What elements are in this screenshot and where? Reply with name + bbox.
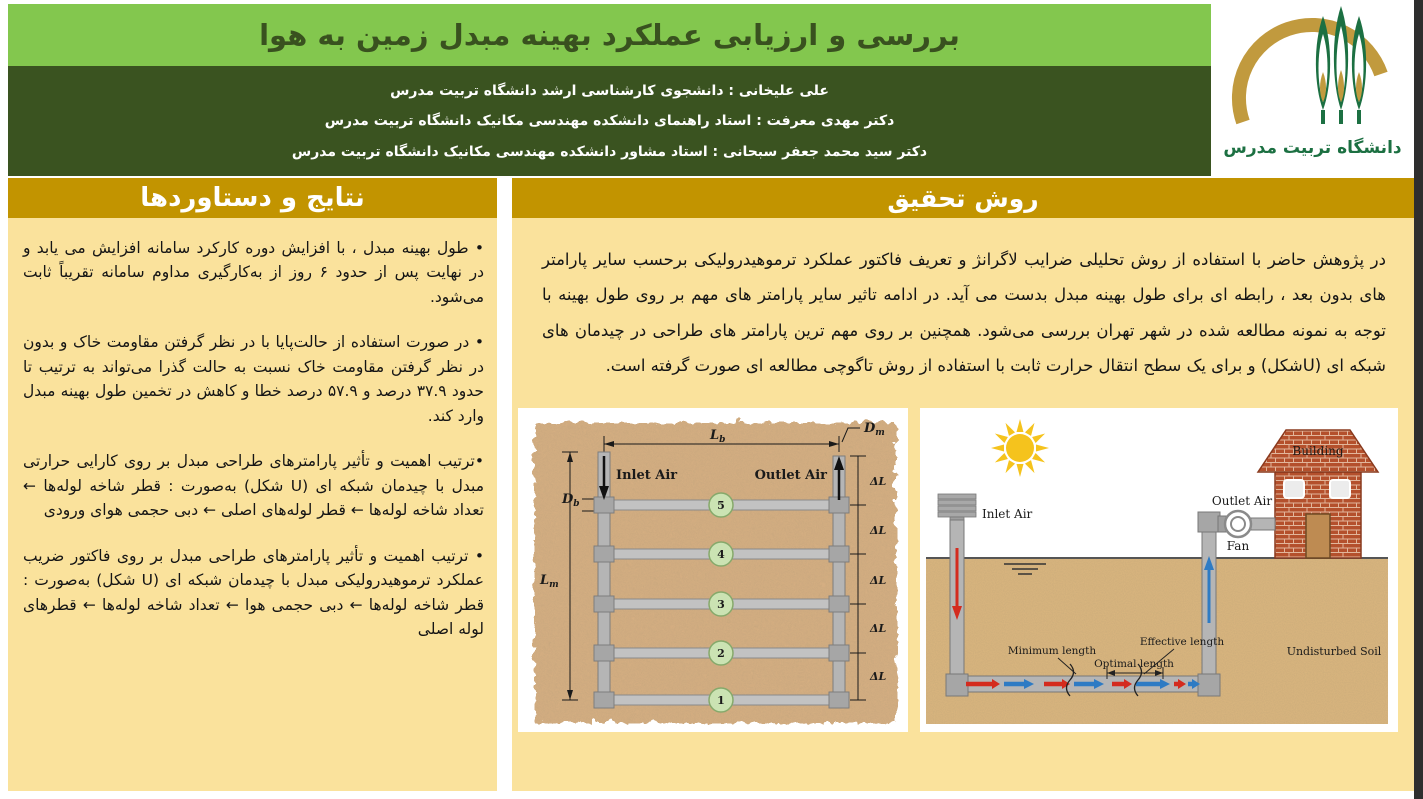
building-label: Building <box>1292 444 1344 458</box>
results-panel <box>8 178 497 791</box>
method-panel-header <box>512 178 1414 218</box>
eahe-diagram <box>920 408 1398 732</box>
result-bullet: • ترتیب اهمیت و تأثیر پارامترهای طراحی مبدل بر روی فاکتور ضریب عملکرد ترموهیدرولیکی مبدل با چیدمان شبکه ای (U شکل) به‌صورت : قطر شاخه لوله‌ها ← دبی حجمی هوا ← تعداد شاخه لوله‌ها ← قطرهای لوله اصلی <box>23 546 484 639</box>
poster-title: بررسی و ارزیابی عملکرد بهینه مبدل زمین به هوا <box>259 18 960 52</box>
university-logo <box>1211 0 1414 176</box>
inlet-air-label: Inlet Air <box>982 507 1033 521</box>
outlet-air-label: Outlet Air <box>1211 494 1273 508</box>
minimum-length-label: Minimum length <box>1007 645 1097 657</box>
svg-text:1: 1 <box>717 694 725 707</box>
pipe-elbow <box>1198 512 1220 532</box>
network-diagram <box>518 408 908 732</box>
svg-text:ΔL: ΔL <box>870 574 887 587</box>
title-bar <box>8 4 1211 66</box>
pipe-elbow <box>946 674 968 696</box>
authors-bar <box>8 66 1211 176</box>
svg-text:Lm: $L_m$ <box>540 573 559 590</box>
figure-eahe-schematic <box>920 408 1398 732</box>
svg-text:Lb: $L_b$ <box>710 428 726 445</box>
author-line: دکتر مهدی معرفت : استاد راهنمای دانشکده مهندسی مکانیک دانشگاه تربیت مدرس <box>324 113 895 129</box>
author-line: دکتر سید محمد جعفر سبحانی : استاد مشاور دانشکده مهندسی مکانیک دانشگاه تربیت مدرس <box>291 143 928 160</box>
results-panel-body <box>8 218 497 791</box>
fan-label: Fan <box>1226 539 1250 553</box>
air-intake <box>938 494 976 522</box>
svg-text:3: 3 <box>717 598 725 611</box>
results-panel-title: نتایج و دستاوردها <box>140 183 365 213</box>
results-panel-header <box>8 178 497 218</box>
optimal-length-label: Optimal length <box>1094 658 1174 670</box>
svg-text:4: 4 <box>717 548 725 561</box>
svg-text:Dm: $D_m$ <box>864 421 885 438</box>
fan-icon <box>1218 511 1275 537</box>
svg-text:2: 2 <box>717 647 725 660</box>
tmu-logo-icon <box>1213 0 1413 148</box>
undisturbed-soil-label: Undisturbed Soil <box>1286 645 1382 658</box>
pipe-elbow <box>1198 674 1220 696</box>
building <box>1258 430 1378 558</box>
method-paragraph: در پژوهش حاضر با استفاده از روش تحلیلی ضرایب لاگرانژ و تعریف فاکتور عملکرد ترموهیدرولیکی برحسب سایر پارامتر های بدون بعد ، رابطه ای برای طول بهینه مبدل بدست می آید. در ادامه تاثیر سایر پارامتر های مهم بر روی طول بهینه با توجه به نمونه مطالعه شده در شهر تهران بررسی می‌شود. همچنین بر روی مهم ترین پارامتر های طراحی در چیدمان های شبکه ای (Uشکل) و برای یک سطح انتقال حرارت ثابت با استفاده از روش تاگوچی مطالعه ای صورت گرفته است. <box>542 250 1386 376</box>
svg-text:ΔL: ΔL <box>870 622 887 635</box>
sun-icon <box>991 419 1049 477</box>
svg-text:ΔL: ΔL <box>870 670 887 683</box>
author-line: علی علیخانی : دانشجوی کارشناسی ارشد دانشگاه تربیت مدرس <box>390 82 829 99</box>
svg-text:Db: $D_b$ <box>562 492 580 509</box>
logo-calligraphy: دانشگاه تربیت مدرس <box>1223 138 1402 158</box>
inlet-air-label: Inlet Air <box>616 468 678 483</box>
result-bullet: • در صورت استفاده از حالت‌پایا با در نظر گرفتن مقاومت خاک و بدون در نظر گرفتن مقاومت خاک نسبت به حالت گذرا می‌تواند به ترتیب تا حدود ۳۷.۹ درصد و ۵۷.۹ درصد خطا و کاهش در تخمین طول بهینه مبدل وارد کند. <box>23 333 484 425</box>
svg-text:ΔL: ΔL <box>870 524 887 537</box>
window <box>1284 480 1304 498</box>
window <box>1330 480 1350 498</box>
figure-network-layout <box>518 408 908 732</box>
svg-text:ΔL: ΔL <box>870 475 887 488</box>
outlet-air-label: Outlet Air <box>754 468 827 483</box>
logo-cypress-trees <box>1315 6 1365 124</box>
window-edge <box>1414 0 1423 799</box>
svg-text:5: 5 <box>717 499 725 512</box>
method-panel-title: روش تحقیق <box>887 183 1039 213</box>
door <box>1306 514 1330 558</box>
result-bullet: • طول بهینه مبدل ، با افزایش دوره کارکرد سامانه افزایش می یابد و در نهایت پس از حدود ۶ روز از به‌کارگیری مداوم سامانه تقریباً ثابت می‌شود. <box>23 239 484 306</box>
effective-length-label: Effective length <box>1139 636 1225 648</box>
result-bullet: •ترتیب اهمیت و تأثیر پارامترهای طراحی مبدل بر روی کارایی حرارتی مبدل با چیدمان شبکه ای (U شکل) به‌صورت : قطر شاخه لوله‌ها ← تعداد شاخه لوله‌ها ← قطر لوله‌های اصلی ← دبی حجمی هوای ورودی <box>23 452 485 520</box>
